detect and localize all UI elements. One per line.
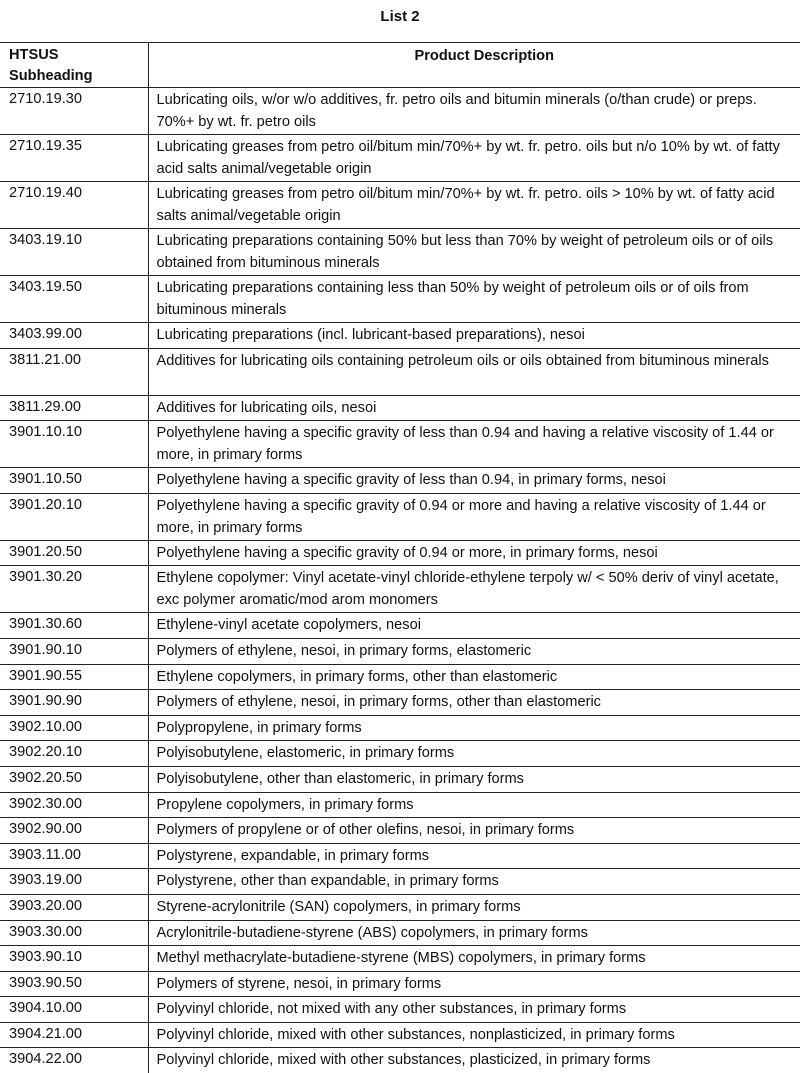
htsus-code-cell: 3903.30.00 (0, 920, 148, 946)
htsus-product-table (0, 42, 800, 1073)
htsus-code-cell: 3901.20.10 (0, 493, 148, 540)
table-row (0, 468, 800, 494)
table-row (0, 946, 800, 972)
table-row (0, 638, 800, 664)
htsus-code-cell: 3902.10.00 (0, 715, 148, 741)
table-row (0, 690, 800, 716)
description-cell: Styrene-acrylonitrile (SAN) copolymers, in primary forms (148, 894, 800, 920)
description-cell: Polyethylene having a specific gravity of less than 0.94 and having a relative viscosity of 1.44 or more, in primary forms (148, 421, 800, 468)
table-row (0, 540, 800, 566)
description-cell: Polymers of styrene, nesoi, in primary forms (148, 971, 800, 997)
table-row (0, 920, 800, 946)
table-row (0, 894, 800, 920)
htsus-code-cell: 3904.22.00 (0, 1048, 148, 1073)
table-row (0, 843, 800, 869)
table-row (0, 566, 800, 613)
description-cell: Methyl methacrylate-butadiene-styrene (MBS) copolymers, in primary forms (148, 946, 800, 972)
htsus-code-cell: 3901.10.10 (0, 421, 148, 468)
table-row (0, 182, 800, 229)
htsus-code-cell: 3902.20.10 (0, 741, 148, 767)
description-cell: Polymers of propylene or of other olefins, nesoi, in primary forms (148, 818, 800, 844)
table-row (0, 348, 800, 395)
htsus-code-cell: 3904.10.00 (0, 997, 148, 1023)
description-cell: Lubricating preparations containing 50% but less than 70% by weight of petroleum oils or of oils obtained from bituminous minerals (148, 229, 800, 276)
description-cell: Ethylene-vinyl acetate copolymers, nesoi (148, 613, 800, 639)
description-cell: Polyvinyl chloride, not mixed with any other substances, in primary forms (148, 997, 800, 1023)
description-cell: Polyethylene having a specific gravity of 0.94 or more and having a relative viscosity of 1.44 or more, in primary forms (148, 493, 800, 540)
htsus-code-cell: 3811.29.00 (0, 395, 148, 421)
description-cell: Lubricating greases from petro oil/bitum min/70%+ by wt. fr. petro. oils but n/o 10% by wt. of fatty acid salts animal/vegetable origin (148, 135, 800, 182)
column-header-htsus (0, 43, 148, 88)
description-cell: Polyvinyl chloride, mixed with other substances, nonplasticized, in primary forms (148, 1022, 800, 1048)
table-row (0, 323, 800, 349)
htsus-code-cell: 3403.19.10 (0, 229, 148, 276)
description-cell: Polystyrene, expandable, in primary forms (148, 843, 800, 869)
description-cell: Lubricating greases from petro oil/bitum min/70%+ by wt. fr. petro. oils > 10% by wt. of fatty acid salts animal/vegetable origin (148, 182, 800, 229)
htsus-code-cell: 3903.20.00 (0, 894, 148, 920)
column-header-htsus-line2: Subheading (9, 68, 93, 84)
htsus-code-cell: 3901.30.20 (0, 566, 148, 613)
table-row (0, 792, 800, 818)
description-cell: Polymers of ethylene, nesoi, in primary forms, elastomeric (148, 638, 800, 664)
description-cell: Polyisobutylene, elastomeric, in primary forms (148, 741, 800, 767)
description-cell: Polyethylene having a specific gravity of less than 0.94, in primary forms, nesoi (148, 468, 800, 494)
description-cell: Polyethylene having a specific gravity of 0.94 or more, in primary forms, nesoi (148, 540, 800, 566)
table-row (0, 229, 800, 276)
description-cell: Ethylene copolymers, in primary forms, other than elastomeric (148, 664, 800, 690)
htsus-code-cell: 3903.90.10 (0, 946, 148, 972)
htsus-code-cell: 2710.19.35 (0, 135, 148, 182)
description-cell: Polyisobutylene, other than elastomeric, in primary forms (148, 766, 800, 792)
description-cell: Ethylene copolymer: Vinyl acetate-vinyl chloride-ethylene terpoly w/ < 50% deriv of vinyl acetate, exc polymer aromatic/mod arom monomers (148, 566, 800, 613)
table-row (0, 276, 800, 323)
table-row (0, 395, 800, 421)
description-cell: Additives for lubricating oils, nesoi (148, 395, 800, 421)
table-row (0, 1022, 800, 1048)
table-row (0, 1048, 800, 1073)
table-header-row (0, 43, 800, 88)
page-title: List 2 (380, 8, 420, 25)
description-cell: Polyvinyl chloride, mixed with other substances, plasticized, in primary forms (148, 1048, 800, 1073)
description-cell: Polystyrene, other than expandable, in primary forms (148, 869, 800, 895)
htsus-code-cell: 3901.10.50 (0, 468, 148, 494)
htsus-code-cell: 3903.19.00 (0, 869, 148, 895)
htsus-code-cell: 3903.11.00 (0, 843, 148, 869)
column-header-description: Product Description (148, 43, 800, 88)
table-row (0, 818, 800, 844)
table-row (0, 88, 800, 135)
table-row (0, 715, 800, 741)
column-header-htsus-line1: HTSUS (9, 47, 59, 63)
htsus-code-cell: 3902.20.50 (0, 766, 148, 792)
table-row (0, 421, 800, 468)
table-row (0, 664, 800, 690)
htsus-code-cell: 2710.19.30 (0, 88, 148, 135)
description-cell: Lubricating preparations (incl. lubricant-based preparations), nesoi (148, 323, 800, 349)
htsus-code-cell: 3403.99.00 (0, 323, 148, 349)
description-cell: Lubricating oils, w/or w/o additives, fr. petro oils and bitumin minerals (o/than crude) or preps. 70%+ by wt. fr. petro oils (148, 88, 800, 135)
htsus-code-cell: 3901.30.60 (0, 613, 148, 639)
htsus-code-cell: 3403.19.50 (0, 276, 148, 323)
htsus-code-cell: 3904.21.00 (0, 1022, 148, 1048)
table-row (0, 741, 800, 767)
htsus-code-cell: 3901.90.55 (0, 664, 148, 690)
table-row (0, 613, 800, 639)
htsus-code-cell: 3903.90.50 (0, 971, 148, 997)
htsus-code-cell: 3901.20.50 (0, 540, 148, 566)
htsus-code-cell: 3811.21.00 (0, 348, 148, 395)
description-cell: Lubricating preparations containing less than 50% by weight of petroleum oils or of oils from bituminous minerals (148, 276, 800, 323)
htsus-code-cell: 3902.90.00 (0, 818, 148, 844)
table-row (0, 997, 800, 1023)
table-row (0, 971, 800, 997)
table-row (0, 766, 800, 792)
htsus-code-cell: 3902.30.00 (0, 792, 148, 818)
htsus-code-cell: 2710.19.40 (0, 182, 148, 229)
description-cell: Propylene copolymers, in primary forms (148, 792, 800, 818)
table-row (0, 869, 800, 895)
description-cell: Polypropylene, in primary forms (148, 715, 800, 741)
table-row (0, 493, 800, 540)
description-cell: Additives for lubricating oils containing petroleum oils or oils obtained from bituminous minerals (148, 348, 800, 395)
description-cell: Polymers of ethylene, nesoi, in primary forms, other than elastomeric (148, 690, 800, 716)
description-cell: Acrylonitrile-butadiene-styrene (ABS) copolymers, in primary forms (148, 920, 800, 946)
htsus-code-cell: 3901.90.10 (0, 638, 148, 664)
htsus-code-cell: 3901.90.90 (0, 690, 148, 716)
table-row (0, 135, 800, 182)
